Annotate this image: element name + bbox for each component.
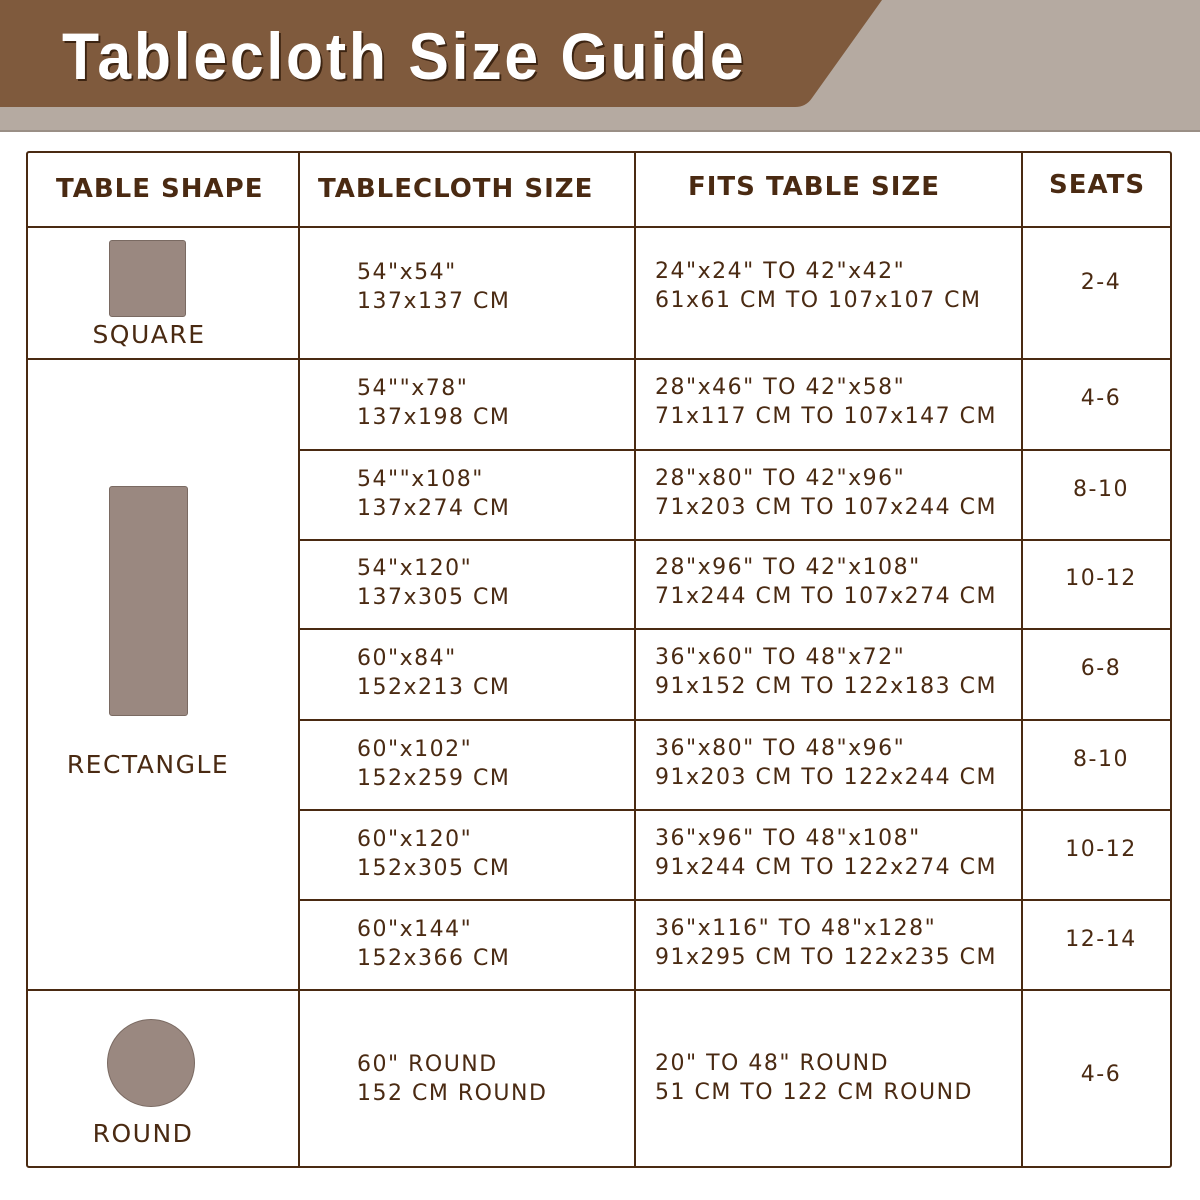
seats-value: 6-8 <box>1080 656 1122 681</box>
tablecloth-size-cm: 152x213 CM <box>357 675 511 700</box>
row-divider <box>26 358 1172 360</box>
fits-size-inches: 20" TO 48" ROUND <box>655 1050 890 1076</box>
tablecloth-size-cm: 137x198 CM <box>357 405 511 430</box>
fits-size-cm: 51 CM TO 122 CM ROUND <box>655 1079 973 1105</box>
tablecloth-size-cm: 137x305 CM <box>357 585 511 610</box>
seats-value: 8-10 <box>1073 746 1129 772</box>
shape-label-rectangle: RECTANGLE <box>66 750 230 779</box>
shape-label-round: ROUND <box>92 1119 194 1148</box>
header-table-shape: TABLE SHAPE <box>56 174 264 204</box>
header-seats: SEATS <box>1049 170 1146 200</box>
column-divider <box>298 151 300 1168</box>
header-tablecloth-size: TABLECLOTH SIZE <box>318 174 594 204</box>
tablecloth-size-cm: 152 CM ROUND <box>357 1080 548 1106</box>
tablecloth-size-cm: 137x137 CM <box>357 288 511 314</box>
row-divider <box>298 449 1172 451</box>
tablecloth-size-inches: 54""x78" <box>357 376 469 401</box>
seats-value: 10-12 <box>1065 566 1137 591</box>
tablecloth-size-cm: 137x274 CM <box>357 495 511 521</box>
fits-size-cm: 91x295 CM TO 122x235 CM <box>655 944 997 970</box>
rectangle-shape-icon <box>109 486 188 716</box>
shape-label-square: SQUARE <box>92 320 206 349</box>
tablecloth-size-inches: 54""x108" <box>357 466 484 492</box>
tablecloth-size-inches: 60"x84" <box>357 646 457 671</box>
seats-value: 2-4 <box>1080 269 1122 295</box>
seats-value: 10-12 <box>1065 836 1137 862</box>
round-shape-icon <box>107 1019 195 1107</box>
fits-size-cm: 91x203 CM TO 122x244 CM <box>655 764 997 790</box>
tablecloth-size-inches: 60"x120" <box>357 826 473 852</box>
size-table <box>26 151 1172 1168</box>
tablecloth-size-inches: 54"x54" <box>357 259 457 285</box>
row-divider <box>298 719 1172 721</box>
fits-size-cm: 71x203 CM TO 107x244 CM <box>655 494 997 520</box>
header-fits-table-size: FITS TABLE SIZE <box>688 172 940 202</box>
row-divider <box>26 226 1172 228</box>
row-divider <box>298 809 1172 811</box>
fits-size-inches: 36"x80" TO 48"x96" <box>655 735 906 761</box>
row-divider <box>298 628 1172 630</box>
tablecloth-size-inches: 54"x120" <box>357 556 473 581</box>
square-shape-icon <box>109 240 186 317</box>
row-divider <box>26 989 1172 991</box>
fits-size-inches: 28"x96" TO 42"x108" <box>655 555 921 580</box>
fits-size-inches: 36"x116" TO 48"x128" <box>655 915 937 941</box>
tablecloth-size-cm: 152x259 CM <box>357 765 511 791</box>
tablecloth-size-inches: 60" ROUND <box>357 1051 498 1077</box>
row-divider <box>298 539 1172 541</box>
fits-size-inches: 28"x46" TO 42"x58" <box>655 375 906 400</box>
page-title: Tablecloth Size Guide <box>62 19 747 93</box>
seats-value: 4-6 <box>1080 386 1122 411</box>
fits-size-inches: 36"x60" TO 48"x72" <box>655 645 906 670</box>
fits-size-cm: 71x117 CM TO 107x147 CM <box>655 404 997 429</box>
tablecloth-size-cm: 152x366 CM <box>357 945 511 971</box>
row-divider <box>298 899 1172 901</box>
fits-size-inches: 36"x96" TO 48"x108" <box>655 825 921 851</box>
fits-size-inches: 24"x24" TO 42"x42" <box>655 258 906 284</box>
seats-value: 8-10 <box>1073 476 1129 502</box>
seats-value: 12-14 <box>1065 926 1137 952</box>
fits-size-cm: 71x244 CM TO 107x274 CM <box>655 584 997 609</box>
tablecloth-size-cm: 152x305 CM <box>357 855 511 881</box>
seats-value: 4-6 <box>1080 1061 1122 1087</box>
fits-size-inches: 28"x80" TO 42"x96" <box>655 465 906 491</box>
tablecloth-size-inches: 60"x144" <box>357 916 473 942</box>
fits-size-cm: 61x61 CM TO 107x107 CM <box>655 287 982 313</box>
tablecloth-size-inches: 60"x102" <box>357 736 473 762</box>
column-divider <box>634 151 636 1168</box>
fits-size-cm: 91x244 CM TO 122x274 CM <box>655 854 997 880</box>
fits-size-cm: 91x152 CM TO 122x183 CM <box>655 674 997 699</box>
